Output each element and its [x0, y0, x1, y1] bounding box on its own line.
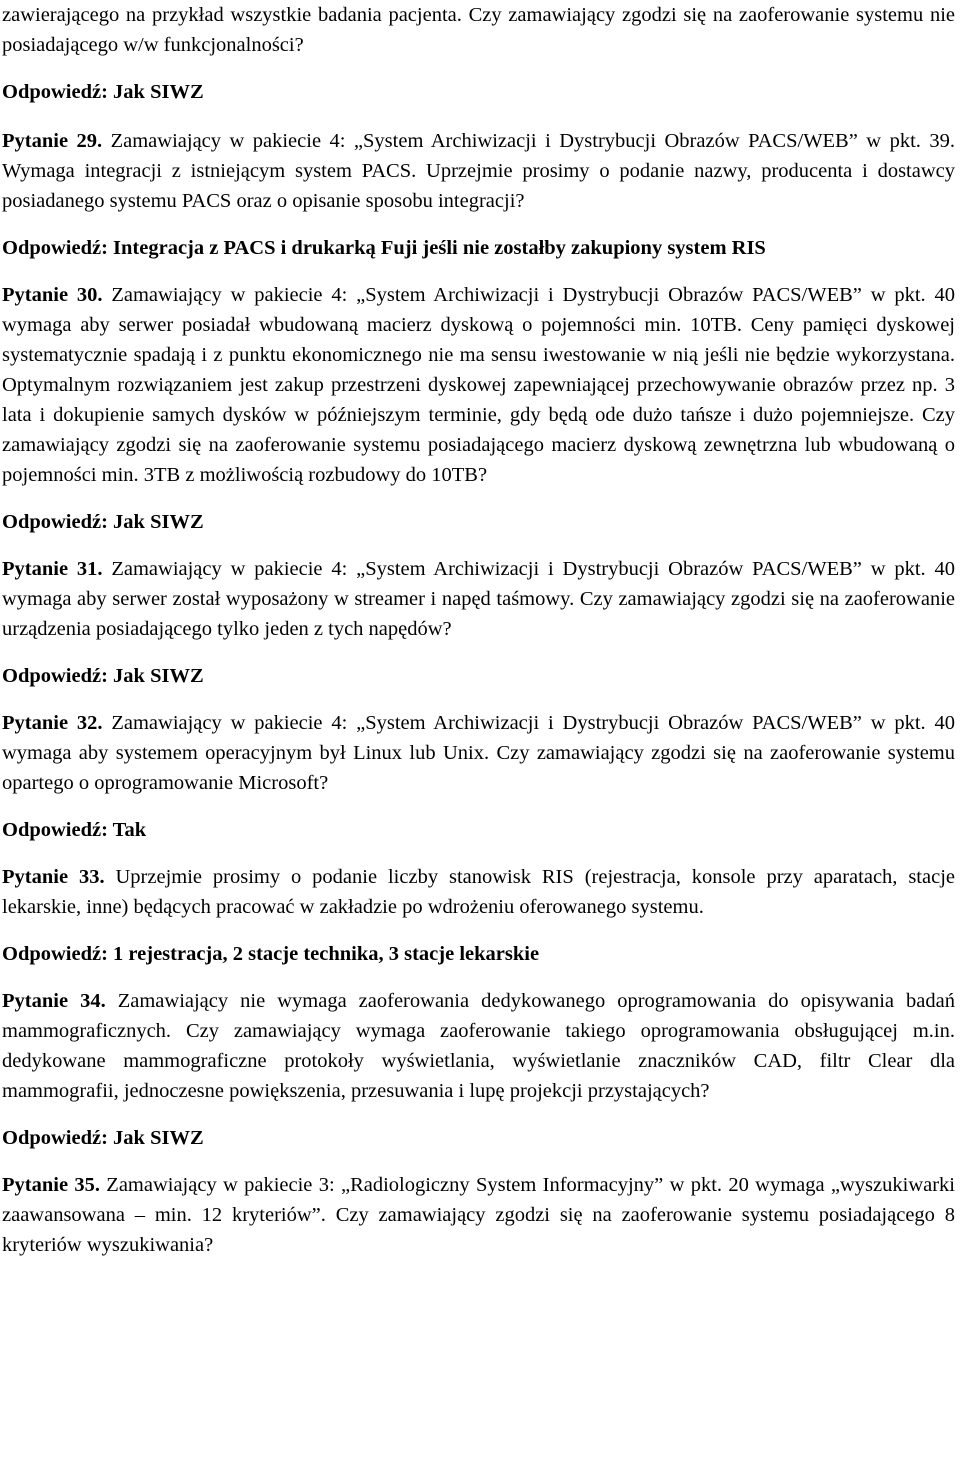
question-30: [2, 280, 955, 490]
question-text: Zamawiający w pakiecie 4: „System Archiwizacji i Dystrybucji Obrazów PACS/WEB” w pkt. 39. Wymaga integracji z istniejącym system PACS. Uprzejmie prosimy o podanie nazwy, producenta i dostawcy posiadanego systemu PACS oraz o opisanie sposobu integracji?: [2, 130, 955, 212]
question-text: Zamawiający w pakiecie 4: „System Archiwizacji i Dystrybucji Obrazów PACS/WEB” w pkt. 40 wymaga aby serwer został wyposażony w streamer i napęd taśmowy. Czy zamawiający zgodzi się na zaoferowanie urządzenia posiadającego tylko jeden z tych napędów?: [2, 558, 955, 640]
answer-31: Odpowiedź: Jak SIWZ: [2, 665, 204, 687]
question-text: Zamawiający w pakiecie 3: „Radiologiczny System Informacyjny” w pkt. 20 wymaga „wyszukiwarki zaawansowana – min. 12 kryteriów”. Czy zamawiający zgodzi się na zaoferowanie systemu posiadającego 8 kryteriów wyszukiwania?: [2, 1174, 956, 1256]
answer-0: Odpowiedź: Jak SIWZ: [2, 81, 204, 103]
question-number: Pytanie 32.: [2, 712, 103, 734]
question-text: Zamawiający w pakiecie 4: „System Archiwizacji i Dystrybucji Obrazów PACS/WEB” w pkt. 40 wymaga aby systemem operacyjnym był Linux lub Unix. Czy zamawiający zgodzi się na zaoferowanie systemu opartego o oprogramowanie Microsoft?: [2, 712, 955, 794]
question-29: [2, 126, 955, 216]
question-34: [2, 986, 955, 1106]
question-number: Pytanie 31.: [2, 558, 103, 580]
question-number: Pytanie 34.: [2, 990, 106, 1012]
question-text: Zamawiający nie wymaga zaoferowania dedykowanego oprogramowania do opisywania badań mammograficznych. Czy zamawiający wymaga zaoferowanie takiego oprogramowania obsługującej m.in. dedykowane mammograficzne protokoły wyświetlania, wyświetlanie znaczników CAD, filtr Clear dla mammografii, jednoczesne powiększenia, przesuwania i lupę projekcji przystających?: [2, 990, 955, 1102]
question-text: Zamawiający w pakiecie 4: „System Archiwizacji i Dystrybucji Obrazów PACS/WEB” w pkt. 40 wymaga aby serwer posiadał wbudowaną macierz dyskową o pojemności min. 10TB. Ceny pamięci dyskowej systematycznie spadają i z punktu ekonomicznego nie ma sensu iwestowanie w nią jeśli nie będzie wykorzystana. Optymalnym rozwiązaniem jest zakup przestrzeni dyskowej zapewniającej przechowywanie obrazów przez np. 3 lata i dokupienie samych dysków w późniejszym terminie, gdy będą ode dużo tańsze i dużo pojemniejsze. Czy zamawiający zgodzi się na zaoferowanie systemu posiadającego macierz dyskową zewnętrzna lub wbudowaną o pojemności min. 3TB z możliwością rozbudowy do 10TB?: [2, 284, 955, 486]
answer-33: Odpowiedź: 1 rejestracja, 2 stacje technika, 3 stacje lekarskie: [2, 943, 540, 965]
answer-30: Odpowiedź: Jak SIWZ: [2, 511, 204, 533]
question-33: [2, 862, 955, 922]
question-number: Pytanie 35.: [2, 1174, 100, 1196]
answer-32: Odpowiedź: Tak: [2, 819, 147, 841]
answer-34: Odpowiedź: Jak SIWZ: [2, 1127, 204, 1149]
answer-29: Odpowiedź: Integracja z PACS i drukarką Fuji jeśli nie zostałby zakupiony system RIS: [2, 237, 766, 259]
question-number: Pytanie 29.: [2, 130, 103, 152]
continuation-paragraph: zawierającego na przykład wszystkie badania pacjenta. Czy zamawiający zgodzi się na zaoferowanie systemu nie posiadającego w/w funkcjonalności?: [2, 4, 955, 56]
question-32: [2, 708, 955, 798]
question-31: [2, 554, 955, 644]
question-number: Pytanie 33.: [2, 866, 105, 888]
question-35: [2, 1170, 955, 1260]
question-text: Uprzejmie prosimy o podanie liczby stanowisk RIS (rejestracja, konsole przy aparatach, stacje lekarskie, inne) będących pracować w zakładzie po wdrożeniu oferowanego systemu.: [2, 866, 955, 918]
question-number: Pytanie 30.: [2, 284, 103, 306]
